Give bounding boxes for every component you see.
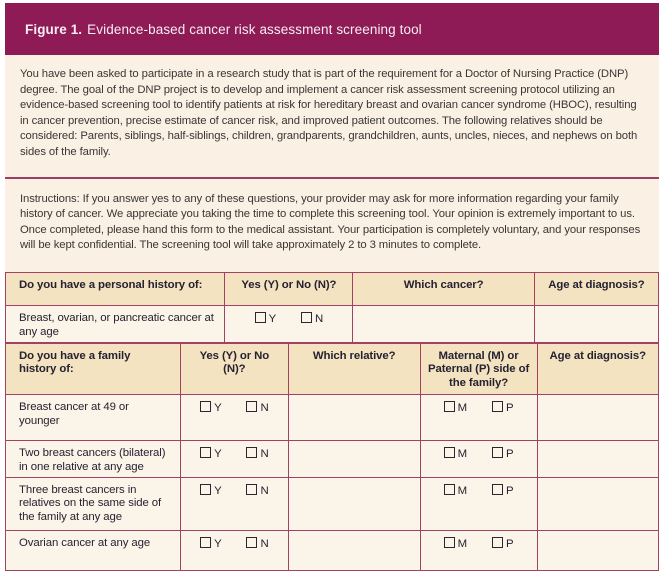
personal-history-table — [5, 272, 659, 343]
checkbox-no[interactable] — [301, 312, 312, 323]
checkbox-paternal[interactable] — [492, 401, 503, 412]
figure-title: Evidence-based cancer risk assessment screening tool — [87, 21, 422, 37]
checkbox-paternal[interactable] — [492, 447, 503, 458]
checkbox-yes[interactable] — [200, 537, 211, 548]
maternal-paternal-cell — [420, 530, 537, 570]
checkbox-yes[interactable] — [200, 401, 211, 412]
checkbox-yes-label: Y — [214, 402, 222, 415]
figure-page — [5, 3, 659, 550]
family-history-table — [5, 343, 659, 571]
personal-history-header-row — [6, 272, 659, 305]
yes-no-cell — [225, 305, 353, 342]
checkbox-paternal[interactable] — [492, 484, 503, 495]
checkbox-yes-label: Y — [214, 448, 222, 461]
figure-header-bar — [5, 3, 659, 55]
column-header-yes-no: Yes (Y) or No (N)? — [225, 272, 353, 305]
figure-label: Figure 1. — [25, 21, 83, 37]
table-row — [6, 530, 659, 570]
checkbox-maternal-label: M — [457, 537, 467, 550]
checkbox-maternal-label: M — [457, 484, 467, 497]
checkbox-yes[interactable] — [255, 312, 266, 323]
age-at-diagnosis-input-cell[interactable] — [534, 305, 658, 342]
which-relative-input-cell[interactable] — [288, 477, 420, 530]
column-header-which-relative: Which relative? — [288, 343, 420, 395]
checkbox-paternal-label: P — [506, 537, 514, 550]
question-cell: Ovarian cancer at any age — [6, 530, 181, 570]
which-cancer-input-cell[interactable] — [353, 305, 535, 342]
table-row — [6, 441, 659, 478]
question-cell: Three breast cancers in relatives on the same side of the family at any age — [6, 477, 181, 530]
checkbox-maternal-label: M — [457, 402, 467, 415]
checkbox-no-label: N — [260, 484, 269, 497]
yes-no-cell — [181, 530, 289, 570]
checkbox-maternal[interactable] — [444, 537, 455, 548]
checkbox-no[interactable] — [246, 447, 257, 458]
checkbox-no-label: N — [315, 312, 324, 325]
checkbox-yes-label: Y — [268, 312, 276, 325]
family-history-header-row — [6, 343, 659, 395]
question-cell: Breast cancer at 49 or younger — [6, 395, 181, 441]
section-divider — [5, 177, 659, 179]
age-at-diagnosis-input-cell[interactable] — [537, 441, 659, 478]
yes-no-cell — [181, 441, 289, 478]
table-row — [6, 395, 659, 441]
column-header-maternal-paternal: Maternal (M) or Paternal (P) side of the family? — [420, 343, 537, 395]
table-row — [6, 305, 659, 342]
maternal-paternal-cell — [420, 395, 537, 441]
checkbox-maternal[interactable] — [444, 484, 455, 495]
checkbox-yes-label: Y — [214, 484, 222, 497]
instructions-paragraph: Instructions: If you answer yes to any of these questions, your provider may ask for more information regarding your family history of cancer. We appreciate you taking the time to complete this screening tool. Your opinion is extremely important to us. Once completed, please hand this form to the medical assistant. Your participation is completely voluntary, and your responses will be kept confidential. The screening tool will take approximately 2 to 3 minutes to complete. — [20, 192, 641, 252]
checkbox-no-label: N — [260, 448, 269, 461]
age-at-diagnosis-input-cell[interactable] — [537, 477, 659, 530]
checkbox-yes[interactable] — [200, 447, 211, 458]
column-header-family-history: Do you have a family history of: — [6, 343, 181, 395]
age-at-diagnosis-input-cell[interactable] — [537, 395, 659, 441]
column-header-personal-history: Do you have a personal history of: — [6, 272, 225, 305]
checkbox-yes[interactable] — [200, 484, 211, 495]
question-cell: Breast, ovarian, or pancreatic cancer at any age — [6, 305, 225, 342]
yes-no-cell — [181, 477, 289, 530]
checkbox-no-label: N — [260, 402, 269, 415]
checkbox-no[interactable] — [246, 484, 257, 495]
maternal-paternal-cell — [420, 477, 537, 530]
column-header-yes-no: Yes (Y) or No (N)? — [181, 343, 289, 395]
checkbox-no[interactable] — [246, 401, 257, 412]
checkbox-paternal-label: P — [506, 448, 514, 461]
which-relative-input-cell[interactable] — [288, 530, 420, 570]
checkbox-paternal-label: P — [506, 484, 514, 497]
checkbox-no[interactable] — [246, 537, 257, 548]
checkbox-no-label: N — [260, 537, 269, 550]
maternal-paternal-cell — [420, 441, 537, 478]
which-relative-input-cell[interactable] — [288, 395, 420, 441]
column-header-age-at-diagnosis: Age at diagnosis? — [534, 272, 658, 305]
checkbox-paternal-label: P — [506, 402, 514, 415]
which-relative-input-cell[interactable] — [288, 441, 420, 478]
checkbox-maternal-label: M — [457, 448, 467, 461]
question-cell: Two breast cancers (bilateral) in one relative at any age — [6, 441, 181, 478]
yes-no-cell — [181, 395, 289, 441]
age-at-diagnosis-input-cell[interactable] — [537, 530, 659, 570]
column-header-which-cancer: Which cancer? — [353, 272, 535, 305]
checkbox-yes-label: Y — [214, 537, 222, 550]
intro-paragraph: You have been asked to participate in a research study that is part of the requirement for a Doctor of Nursing Practice (DNP) degree. The goal of the DNP project is to develop and implement a cancer risk assessment screening protocol utilizing an evidence-based screening tool to identify patients at risk for hereditary breast and ovarian cancer syndrome (HBOC), resulting in cancer prevention, precise estimate of cancer risk, and improved patient outcomes. The following relatives should be considered: Parents, siblings, half-siblings, children, grandparents, grandchildren, aunts, uncles, nieces, and nephews on both sides of the family. — [20, 68, 638, 158]
column-header-age-at-diagnosis: Age at diagnosis? — [537, 343, 659, 395]
checkbox-paternal[interactable] — [492, 537, 503, 548]
checkbox-maternal[interactable] — [444, 447, 455, 458]
table-row — [6, 477, 659, 530]
checkbox-maternal[interactable] — [444, 401, 455, 412]
